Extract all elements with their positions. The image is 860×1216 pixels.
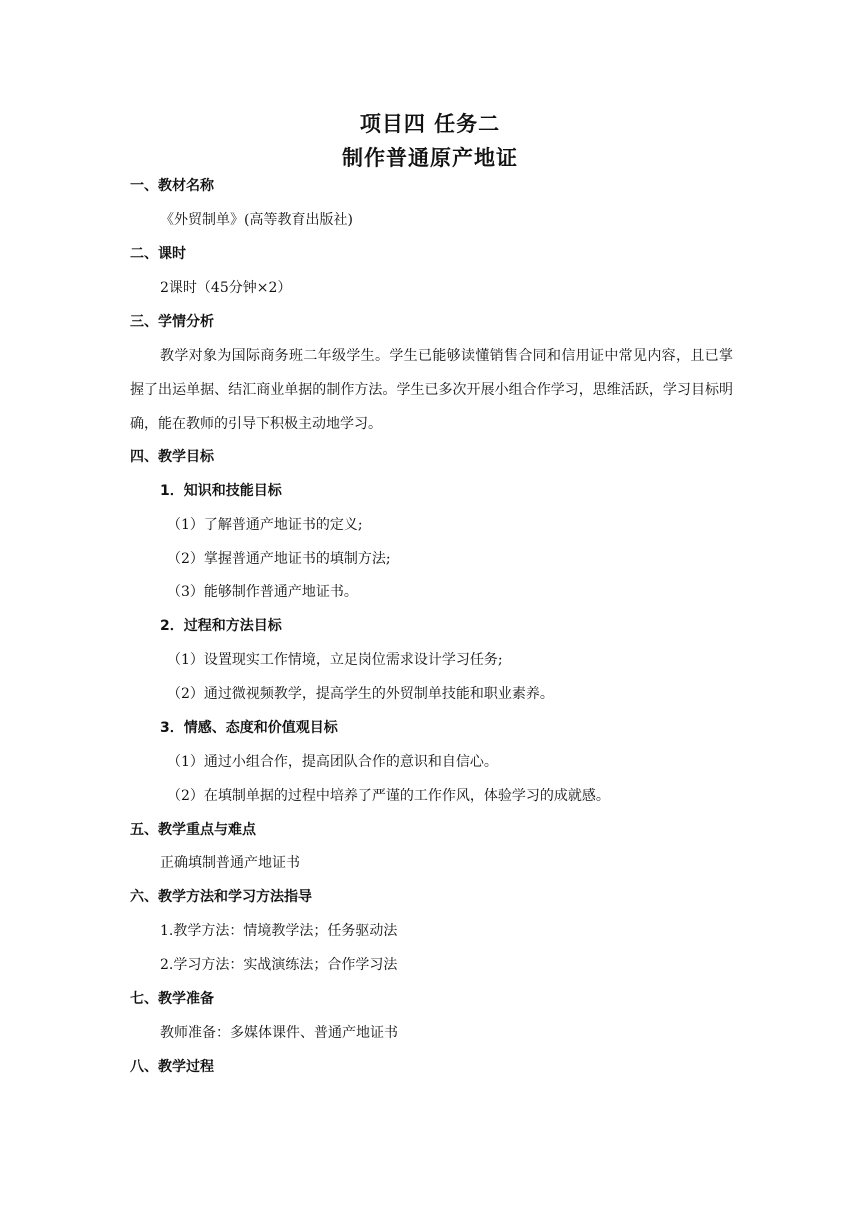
key-points-text: 正确填制普通产地证书 (160, 855, 300, 871)
section-heading-methods: 六、教学方法和学习方法指导 (130, 889, 312, 905)
learning-method-line: 2.学习方法：实战演练法；合作学习法 (160, 957, 398, 973)
document-title-line1: 项目四 任务二 (359, 112, 501, 136)
objective-item: （1）通过小组合作，提高团队合作的意识和自信心。 (167, 754, 498, 770)
section-heading-learner-analysis: 三、学情分析 (130, 314, 214, 330)
objective-item: （2）掌握普通产地证书的填制方法; (167, 551, 391, 567)
section-heading-key-points: 五、教学重点与难点 (130, 822, 256, 838)
section-heading-textbook: 一、教材名称 (130, 178, 214, 194)
objective-knowledge-title: 1．知识和技能目标 (160, 483, 282, 499)
section-heading-hours: 二、课时 (130, 246, 186, 262)
textbook-name: 《外贸制单》(高等教育出版社) (160, 212, 353, 228)
objective-item: （1）了解普通产地证书的定义; (167, 517, 363, 533)
preparation-text: 教师准备：多媒体课件、普通产地证书 (160, 1025, 398, 1041)
learner-analysis-paragraph: 教学对象为国际商务班二年级学生。学生已能够读懂销售合同和信用证中常见内容，且已掌握了出运单据、结汇商业单据的制作方法。学生已多次开展小组合作学习，思维活跃，学习目标明确，能在教师的引导下积极主动地学习。 (130, 348, 733, 432)
objective-item: （3）能够制作普通产地证书。 (167, 584, 358, 600)
section-heading-objectives: 四、教学目标 (130, 449, 214, 465)
teaching-method-line: 1.教学方法：情境教学法；任务驱动法 (160, 923, 398, 939)
objective-item: （2）在填制单据的过程中培养了严谨的工作作风，体验学习的成就感。 (167, 788, 610, 804)
objective-item: （1）设置现实工作情境，立足岗位需求设计学习任务; (167, 652, 503, 668)
objective-attitude-title: 3．情感、态度和价值观目标 (160, 720, 338, 736)
section-heading-process: 八、教学过程 (130, 1059, 214, 1075)
objective-item: （2）通过微视频教学，提高学生的外贸制单技能和职业素养。 (167, 686, 554, 702)
document-title-line2: 制作普通原产地证 (342, 146, 518, 170)
objective-process-title: 2．过程和方法目标 (160, 618, 282, 634)
section-heading-preparation: 七、教学准备 (130, 991, 214, 1007)
class-hours: 2课时（45分钟×2） (160, 280, 292, 296)
